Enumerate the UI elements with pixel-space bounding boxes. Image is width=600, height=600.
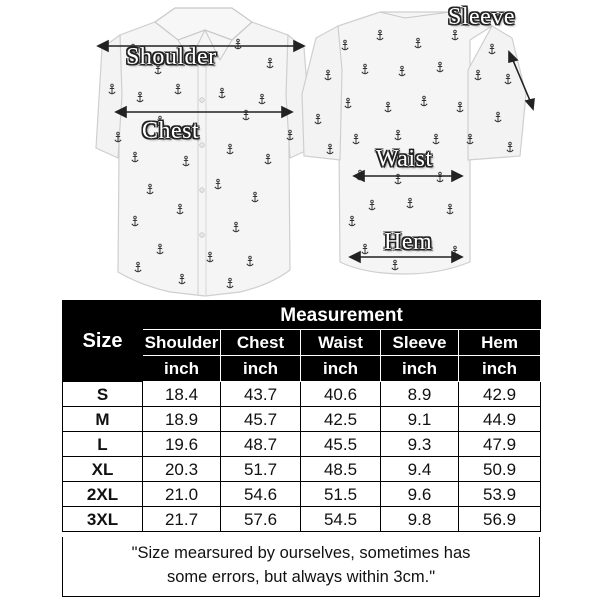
note-line-1: "Size mearsured by ourselves, sometimes has xyxy=(131,544,471,562)
table-cell: 42.9 xyxy=(459,382,541,407)
table-cell: 9.3 xyxy=(381,432,459,457)
table-cell: 9.4 xyxy=(381,457,459,482)
table-cell: 9.8 xyxy=(381,507,459,532)
table-cell: 43.7 xyxy=(221,382,301,407)
unit-shoulder: inch xyxy=(143,356,221,382)
table-cell: 51.7 xyxy=(221,457,301,482)
size-cell: 3XL xyxy=(63,507,143,532)
table-cell: 53.9 xyxy=(459,482,541,507)
unit-sleeve: inch xyxy=(381,356,459,382)
table-cell: 40.6 xyxy=(301,382,381,407)
table-cell: 48.5 xyxy=(301,457,381,482)
table-row xyxy=(63,457,541,482)
table-row xyxy=(63,507,541,532)
table-row xyxy=(63,407,541,432)
table-cell: 19.6 xyxy=(143,432,221,457)
col-header-chest: Chest xyxy=(221,330,301,356)
size-cell: S xyxy=(63,382,143,407)
col-header-shoulder: Shoulder xyxy=(143,330,221,356)
note-line-2: some errors, but always within 3cm." xyxy=(166,568,436,586)
unit-hem: inch xyxy=(459,356,541,382)
table-cell: 48.7 xyxy=(221,432,301,457)
table-cell: 9.1 xyxy=(381,407,459,432)
size-table xyxy=(62,300,541,532)
size-cell: L xyxy=(63,432,143,457)
table-cell: 20.3 xyxy=(143,457,221,482)
col-header-hem: Hem xyxy=(459,330,541,356)
sleeve-label: Sleeve xyxy=(448,4,515,30)
table-cell: 54.5 xyxy=(301,507,381,532)
size-cell: XL xyxy=(63,457,143,482)
measurement-header: Measurement xyxy=(143,301,541,330)
table-cell: 42.5 xyxy=(301,407,381,432)
hem-label: Hem xyxy=(384,229,433,255)
table-cell: 18.9 xyxy=(143,407,221,432)
size-cell: M xyxy=(63,407,143,432)
unit-chest: inch xyxy=(221,356,301,382)
table-cell: 18.4 xyxy=(143,382,221,407)
shoulder-label: Shoulder xyxy=(126,44,217,70)
table-cell: 21.0 xyxy=(143,482,221,507)
size-cell: 2XL xyxy=(63,482,143,507)
table-cell: 9.6 xyxy=(381,482,459,507)
table-cell: 8.9 xyxy=(381,382,459,407)
waist-label: Waist xyxy=(376,146,433,172)
table-cell: 21.7 xyxy=(143,507,221,532)
unit-waist: inch xyxy=(301,356,381,382)
table-cell: 45.5 xyxy=(301,432,381,457)
table-cell: 51.5 xyxy=(301,482,381,507)
table-row xyxy=(63,382,541,407)
table-cell: 45.7 xyxy=(221,407,301,432)
table-cell: 47.9 xyxy=(459,432,541,457)
table-row xyxy=(63,432,541,457)
table-cell: 57.6 xyxy=(221,507,301,532)
table-cell: 54.6 xyxy=(221,482,301,507)
table-cell: 44.9 xyxy=(459,407,541,432)
size-note xyxy=(62,537,540,597)
size-header: Size xyxy=(63,301,143,382)
table-cell: 50.9 xyxy=(459,457,541,482)
col-header-sleeve: Sleeve xyxy=(381,330,459,356)
table-row xyxy=(63,482,541,507)
chest-label: Chest xyxy=(142,118,200,144)
col-header-waist: Waist xyxy=(301,330,381,356)
table-cell: 56.9 xyxy=(459,507,541,532)
